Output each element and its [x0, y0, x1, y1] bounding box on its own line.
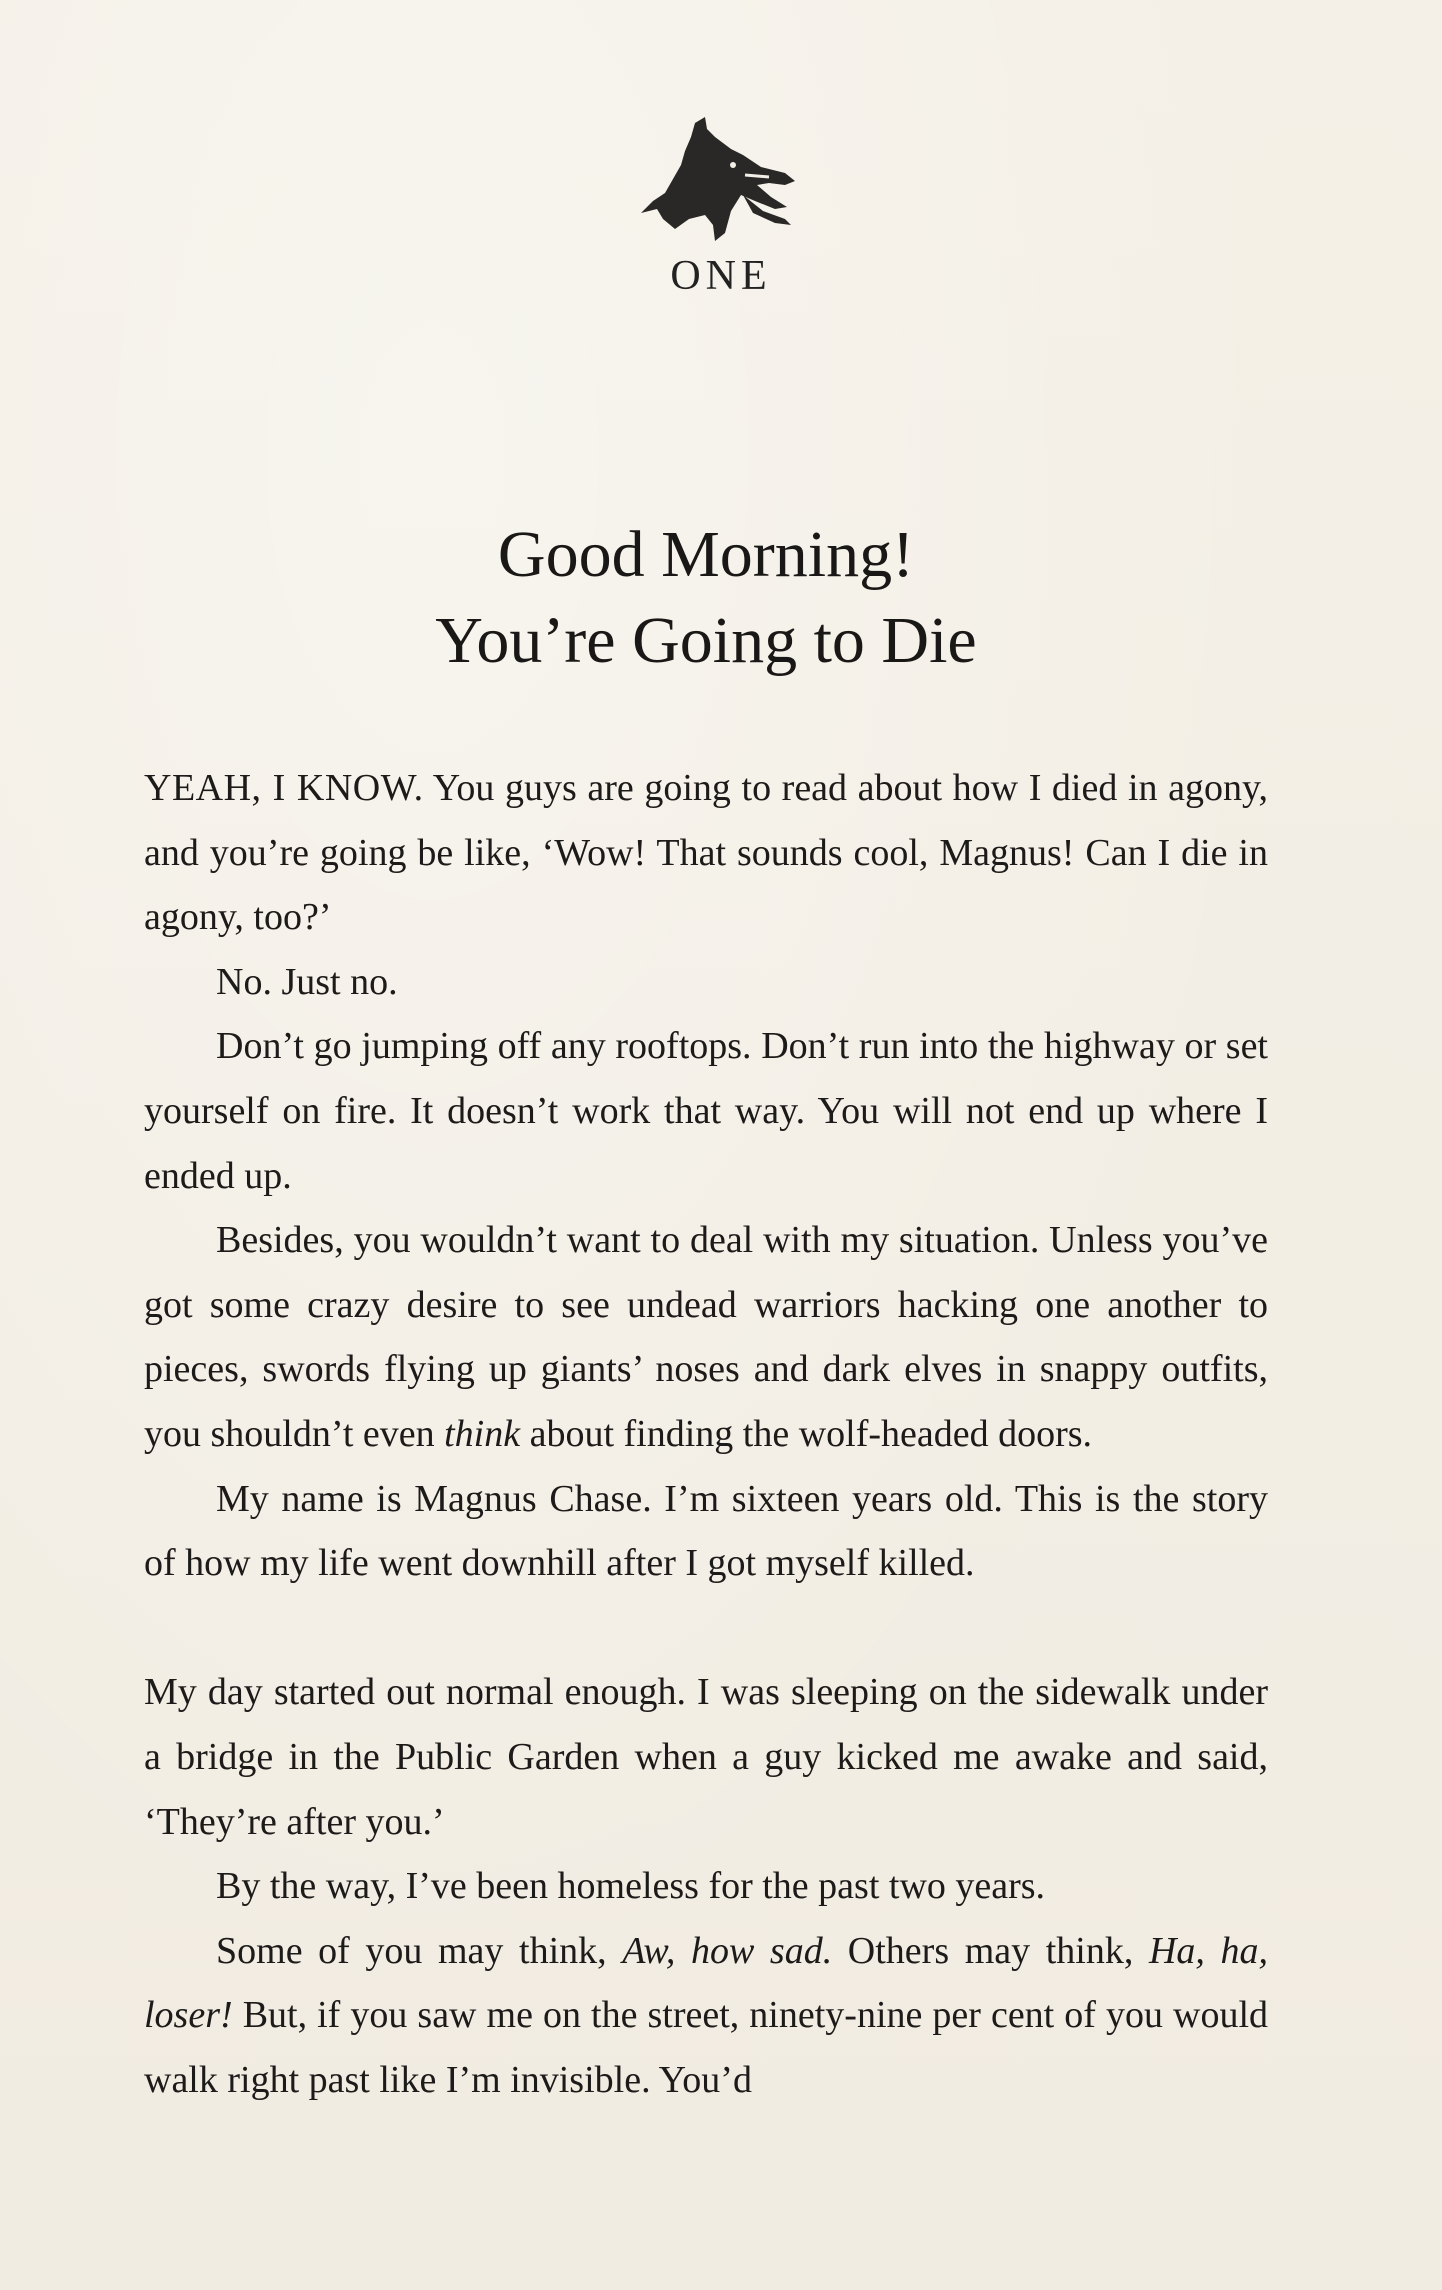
paragraph-8-text-b: Others may think,: [832, 1929, 1149, 1972]
paragraph-8-emphasis-1: Aw, how sad.: [622, 1929, 833, 1972]
paragraph-1-text: You guys are going to read about how I died in agony, and you’re going be like, ‘Wow! That sounds cool, Magnus! Can I die in agony, too?’: [144, 767, 1268, 939]
wolf-head-icon: [635, 115, 805, 245]
paragraph-8: [144, 1919, 1268, 2113]
chapter-title-line-2: You’re Going to Die: [435, 604, 977, 677]
paragraph-4: [144, 1208, 1268, 1466]
paragraph-3: Don’t go jumping off any rooftops. Don’t run into the highway or set yourself on fire. It doesn’t work that way. You will not end up where I ended up.: [144, 1025, 1268, 1197]
paragraph-8-emphasis-2: Ha, ha, loser!: [144, 1929, 1268, 2037]
paragraph-4-emphasis: think: [444, 1412, 521, 1455]
paragraph-1-lead: YEAH, I KNOW.: [144, 767, 424, 809]
chapter-number: ONE: [670, 253, 772, 299]
paragraph-5: My name is Magnus Chase. I’m sixteen years old. This is the story of how my life went downhill after I got myself killed.: [144, 1477, 1268, 1585]
paragraph-2: No. Just no.: [216, 960, 398, 1003]
paragraph-4-text-b: about finding the wolf-headed doors.: [520, 1412, 1093, 1455]
paragraph-6: My day started out normal enough. I was sleeping on the sidewalk under a bridge in the Public Garden when a guy kicked me awake and said, ‘They’re after you.’: [144, 1671, 1268, 1843]
paragraph-8-text-a: Some of you may think,: [216, 1929, 623, 1972]
chapter-title: [0, 512, 1412, 684]
paragraph-4-text-a: Besides, you wouldn’t want to deal with my situation. Unless you’ve got some crazy desire to see undead warriors hacking one another to pieces, swords flying up giants’ noses and dark elves in snappy outfits, you shouldn’t even: [144, 1219, 1268, 1455]
chapter-body: [144, 756, 1268, 2112]
paragraph-1: [144, 756, 1268, 950]
paragraph-7: By the way, I’ve been homeless for the past two years.: [216, 1865, 1046, 1908]
chapter-title-line-1: Good Morning!: [497, 518, 915, 591]
paragraph-8-text-c: But, if you saw me on the street, ninety-nine per cent of you would walk right past like I’m invisible. You’d: [144, 1994, 1268, 2101]
